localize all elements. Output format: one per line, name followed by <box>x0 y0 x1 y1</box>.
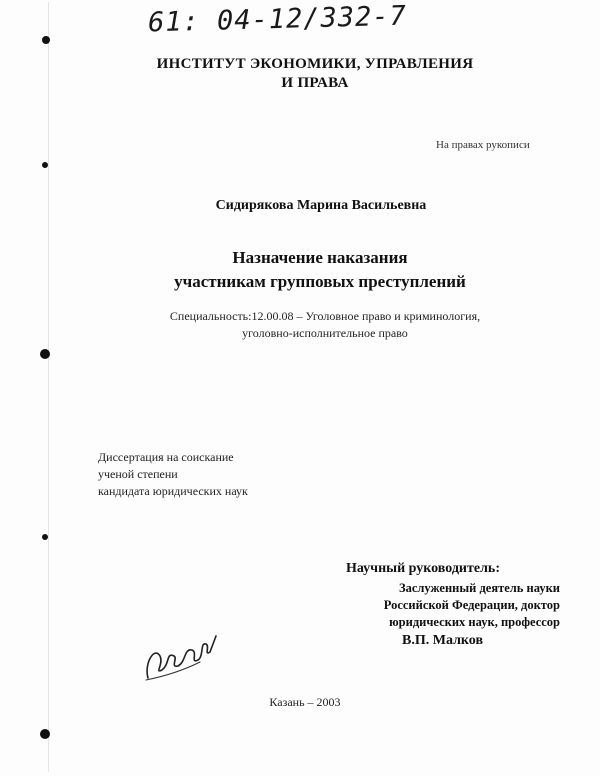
supervisor-heading: Научный руководитель: <box>346 561 500 576</box>
supervisor-line: юридических наук, профессор <box>389 615 560 629</box>
institute-line: ИНСТИТУТ ЭКОНОМИКИ, УПРАВЛЕНИЯ <box>156 56 474 72</box>
punch-hole-mark <box>40 349 50 359</box>
specialty-line: уголовно-исполнительное право <box>242 326 408 340</box>
specialty <box>120 308 530 342</box>
city-year: Казань – 2003 <box>269 695 341 709</box>
punch-hole-mark <box>42 36 50 44</box>
punch-hole-mark <box>42 534 48 540</box>
specialty-line: Специальность:12.00.08 – Уголовное право и криминология, <box>169 309 481 323</box>
punch-hole-mark <box>42 162 48 168</box>
manuscript-rights-note: На правах рукописи <box>436 139 530 151</box>
scan-edge-line <box>48 2 49 772</box>
supervisor-credentials <box>320 580 560 631</box>
degree-line: кандидата юридических наук <box>98 484 248 498</box>
punch-hole-mark <box>40 729 50 739</box>
degree-line: ученой степени <box>98 467 178 481</box>
title-line: Назначение наказания <box>232 248 408 267</box>
degree-statement <box>98 449 248 500</box>
supervisor-line: Российской Федерации, доктор <box>383 598 560 612</box>
archive-stamp: 61: 04-12/332-7 <box>147 0 408 39</box>
handwritten-signature <box>140 612 220 684</box>
institute-name <box>120 55 510 93</box>
dissertation-title <box>110 246 530 294</box>
institute-line: И ПРАВА <box>281 75 349 91</box>
degree-line: Диссертация на соискание <box>98 450 234 464</box>
supervisor-line: Заслуженный деятель науки <box>399 581 560 595</box>
author-name: Сидирякова Марина Васильевна <box>215 198 427 213</box>
supervisor-name: В.П. Малков <box>402 633 484 648</box>
title-line: участникам групповых преступлений <box>174 272 466 291</box>
